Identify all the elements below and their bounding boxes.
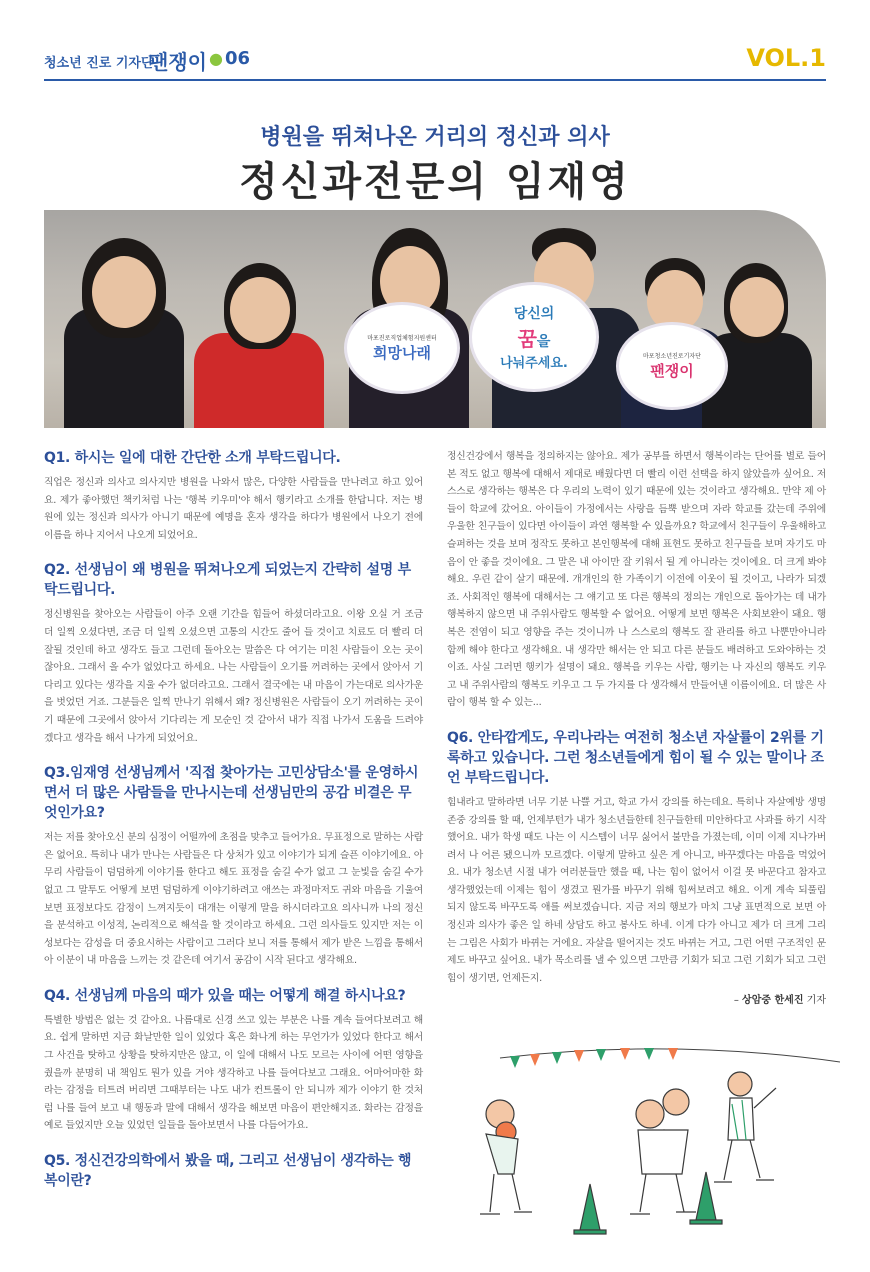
child-left-icon bbox=[480, 1100, 532, 1214]
question-1: Q1. 하시는 일에 대한 간단한 소개 부탁드립니다. bbox=[44, 450, 341, 466]
page-header bbox=[0, 38, 870, 80]
volume-label: VOL.1 bbox=[746, 44, 826, 72]
header-brand: 팬쟁이 bbox=[149, 50, 207, 74]
left-column bbox=[44, 448, 423, 1197]
right-column bbox=[447, 448, 826, 1006]
issue-number: 06 bbox=[224, 48, 251, 69]
sign-line-3: 나눠주세요. bbox=[500, 356, 568, 371]
issue-dot-icon: ● bbox=[209, 49, 223, 68]
byline: – 상암중 한세진 기자 bbox=[733, 995, 826, 1007]
question-4: Q4. 선생님께 마음의 때가 있을 때는 어떻게 해결 하시나요? bbox=[44, 987, 406, 1004]
answer-3: 저는 저를 찾아오신 분의 심정이 어떨까에 초점을 맞추고 들어가요. 무표정으로 말하는 사람은 없어요. 특히나 내가 만나는 사람들은 다 상처가 있고 이야기가 되게 슬픈 이야기에요. 아무리 사람들이 덤덤하게 이야기를 한다고 해도 표정을 숨길 수가 없고 그 눈빛을 숨길 수가 없고 그 말투도 어떻게 보면 덤덤하게 이야기하려고 애쓰는 과정마저도 귀와 마음을 기울여보면 표정보다도 감정이 느껴지듯이 대개는 이렇게 말을 하시더라고요 의사니까 나의 정신을 분석하고 이성적, 논리적으로 해석을 할 것이라고 하세요. 그런 의사들도 있지만 저는 이성보다는 감성을 더 중요시하는 사람이고 그러다 보니 저를 통해서 제가 받은 느낌을 통해서 아 이분이 내 마음을 느끼는 것 같은데 여기서 공감이 시작 된다고 생각해요. bbox=[44, 832, 423, 967]
question-5: Q5. 정신건강의학에서 봤을 때, 그리고 선생님이 생각하는 행복이란? bbox=[44, 1153, 412, 1190]
answer-4: 특별한 방법은 없는 것 같아요. 나름대로 신경 쓰고 있는 부분은 나를 계속 들여다보려고 해요. 쉽게 말하면 지금 화날만한 일이 있었다 혹은 화나게 하는 무언가가 있었다 한다고 해서 그 사건을 탓하고 상황을 탓하지만은 않고, 이 일에 대해서 나도 모르는 사이에 어떤 영향을 줬을까 분명히 내 책임도 뭔가 있을 거야 생각하고 나를 들여다보고 그래요. 어마어마한 화라는 감정을 터트려 버리면 그때부터는 나도 내가 컨트롤이 안 되니까 제가 이야기 한 것처럼 나를 들여 보고 내 행동과 말에 대해서 생각을 해보면 마음이 편안해지죠. 화라는 감정을 예로 들었지만 오늘 있었던 일들을 돌아보면서 나를 다듬어가요. bbox=[44, 1014, 423, 1132]
sign-club-name: 마포청소년진로기자단 bbox=[643, 353, 701, 360]
person-2 bbox=[184, 263, 334, 428]
sign-heemang-narae bbox=[344, 302, 460, 394]
sign-heemang-text: 희망나래 bbox=[373, 344, 431, 362]
answer-2: 정신병원을 찾아오는 사람들이 아주 오랜 기간을 힘들어 하셨더라고요. 이왕 오실 거 조금 더 일찍 오셨다면, 조금 더 일찍 오셨으면 고통의 시간도 줄어 들 것이고 치료도 더 빨리 더 잘될 것인데 하고 생각도 들고 그런데 돌아오는 말씀은 다 여기는 미친 사람들이 오는 곳이잖아요. 그래서 올 수가 없었다고 하세요. 나는 사람들이 오기를 꺼려하는 곳에서 앉아서 기다리고 있다는 생각을 지울 수가 없더라고요. 그래서 결국에는 내 마음이 가는대로 의사가운을 벗었던 거죠. 그분들은 일찍 만나기 위해서 왜? 정신병원은 사람들이 오기 꺼려하는 곳이기 때문에 그곳에서 앉아서 기다리는 게 모순인 것 같아서 내가 직접 나가서 도움을 드려야겠다고 생각을 해서 나가게 되었어요. bbox=[44, 609, 423, 744]
sign-org-name: 마포진로직업체험지원센터 bbox=[367, 335, 437, 342]
sign-brand-text: 팬쟁이 bbox=[650, 362, 694, 380]
question-6: Q6. 안타깝게도, 우리나라는 여전히 청소년 자살률이 2위를 기록하고 있습니다. 그런 청소년들에게 힘이 될 수 있는 말이나 조언 부탁드립니다. bbox=[447, 729, 824, 786]
child-right-icon bbox=[714, 1072, 776, 1182]
header-small-title: 청소년 진로 기자단 bbox=[44, 56, 154, 71]
bunting-flags-icon bbox=[510, 1048, 678, 1068]
person-1 bbox=[54, 238, 194, 428]
group-photo bbox=[44, 210, 826, 428]
sign-paenjaengi bbox=[616, 322, 728, 410]
children-middle-icon bbox=[630, 1089, 696, 1214]
decorative-illustration bbox=[470, 1044, 840, 1244]
header-issue bbox=[209, 48, 250, 69]
traffic-cones-icon bbox=[574, 1172, 722, 1234]
article-title: 정신과전문의 임재영 bbox=[239, 158, 631, 205]
header-rule bbox=[44, 79, 826, 81]
reporter-name: 상암중 한세진 bbox=[742, 995, 804, 1007]
answer-1: 직업은 정신과 의사고 의사지만 병원을 나와서 많은, 다양한 사람들을 만나려고 하고 있어요. 제가 좋아했던 책키처럼 나는 '행복 키우미'야 해서 행키라고 소개를 한답니다. 저는 병원에 있는 정신과 의사가 아니기 때문에 예명을 혼자 생각을 하다가 병원에서 나오기 전에 이름을 하나 지어서 나오게 되었어요. bbox=[44, 477, 423, 541]
question-2: Q2. 선생님이 왜 병원을 뛰쳐나오게 되었는지 간략히 설명 부탁드립니다. bbox=[44, 562, 411, 599]
question-3: Q3.임재영 선생님께서 '직접 찾아가는 고민상담소'를 운영하시면서 더 많은 사람들을 만나시는데 선생님만의 공감 비결은 무엇인가요? bbox=[44, 765, 419, 822]
sign-dream-word: 꿈 bbox=[517, 327, 537, 351]
sign-line-2: 꿈을 bbox=[517, 327, 551, 351]
sign-share-dream bbox=[469, 282, 599, 392]
sign-line-1: 당신의 bbox=[513, 306, 555, 322]
answer-6: 힘내라고 말하라면 너무 기분 나쁠 거고, 학교 가서 강의를 하는데요. 특히나 자살예방 생명존중 강의를 할 때, 언제부턴가 내가 청소년들한테 친구들한테 미안하다고 사과를 하기 시작했어요. 내가 학생 때도 나는 이 시스템이 너무 싫어서 불만을 가졌는데, 이미 이제 지나가버려서 나 어른 됐으니까 모르겠다. 이렇게 말하고 싶은 게 아니고, 바꾸겠다는 마음을 먹었어요. 내가 청소년 시절 내가 여러분들만 했을 때, 나는 힘이 없어서 이걸 못 바꾼다고 참자고 생각했었는데 이제는 힘이 생겼고 뭔가를 바꾸기 위해 힘써보려고 해요. 이게 계속 되풀림 되지 않도록 바꾸도록 애를 써보겠습니다. 지금 저의 행보가 마치 그냥 표면적으로 보면 아 정신과 의사가 좋은 일 하네 상담도 하고 봉사도 하네. 이게 다가 아니고 제가 더 크게 그리는 그림은 사회가 바뀌는 거에요. 자살을 떨어지는 것도 바뀌는 거고, 그런 어떤 구조적인 문제도 바꾸고 싶어요. 내가 목소리를 낼 수 있으면 그만큼 기회가 되고 그런 기회가 되고 그런 힘이 생기면, 언제든지. bbox=[447, 796, 826, 984]
answer-5: 정신건강에서 행복을 정의하지는 않아요. 제가 공부를 하면서 행복이라는 단어를 별로 들어본 적도 없고 행복에 대해서 제대로 배웠다면 더 빨리 이런 선택을 하지 않았을까 싶어요. 저 스스로 생각하는 행복은 다 우리의 노력이 있기 때문에 있는 것이라고 생각해요. 만약 제 아들이 학교에 갔어요. 아이들이 가정에서는 사랑을 듬뿍 받으며 자라 학교를 갔는데 주위에 우울한 친구들이 있다면 아이들이 과연 행복할 수 있을까요? 학교에서 친구들이 우울해하고 슬퍼하는 것을 보며 정작도 못하고 본인행복에 대해 표현도 못하고 친구들을 보며 자기도 마음이 안 좋을 것이에요. 그 말은 내 아이만 잘 키워서 될 게 아니라는 것이에요. 더 크게 봐야 해요. 우린 같이 살기 때문에. 개개인의 한 가족이기 이전에 이웃이 될 것이고, 나라가 되겠죠. 사회적인 행복에 대해서는 그 얘기고 또 다른 행복의 정의는 개인으로 돌아가는 데 내가 행복하지 않으면 내 주위사람도 행복할 수 없어요. 어떻게 보면 행복은 사회보완이 돼요. 행복은 전염이 되고 영향을 주는 것이니까 나 스스로의 행복도 잘 관리를 하고 나뿐만아니라 함께 해야 한다고 생각해요. 내 생각만 해서는 안 되고 다른 분들도 배려하고 도와야하는 것이죠. 사실 그러면 행키가 설명이 돼요. 행복을 키우는 사람, 행키는 나 자신의 행복도 키우고 내 주위사람의 행복도 키우고 그 두 가지를 다 생각해서 만들어낸 이름이에요. 더 많은 사람이 행복 할 수 있는... bbox=[447, 451, 826, 709]
article-subtitle: 병원을 뛰쳐나온 거리의 정신과 의사 bbox=[260, 125, 610, 150]
